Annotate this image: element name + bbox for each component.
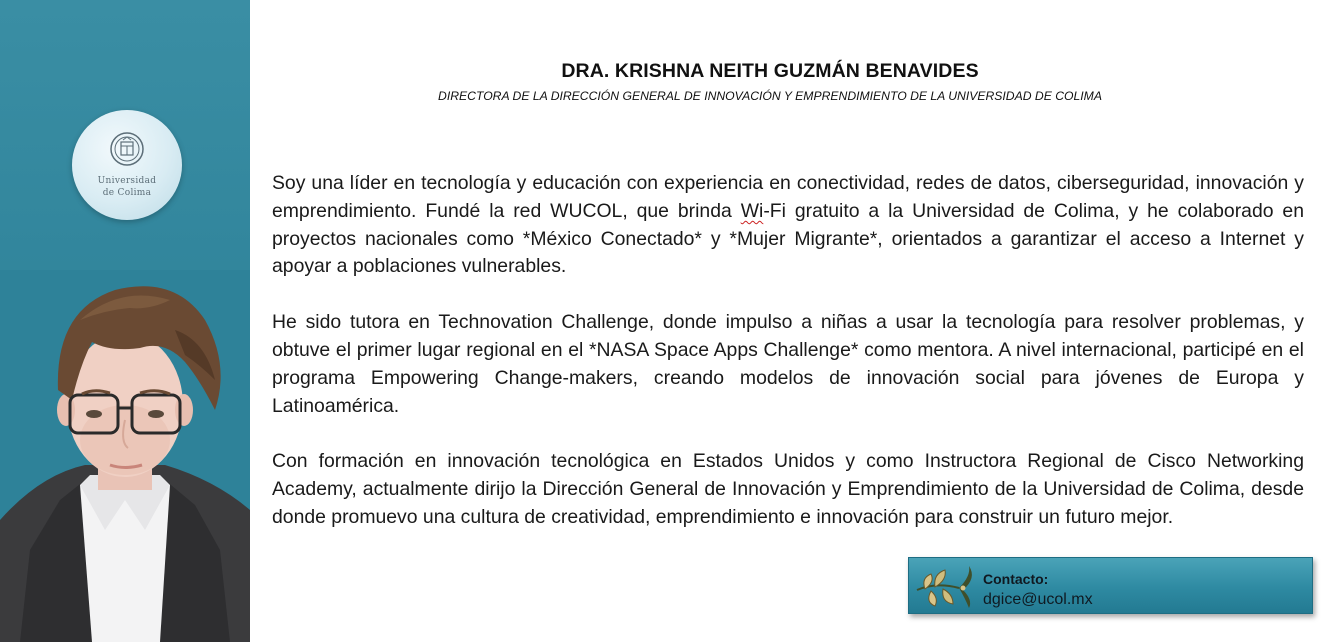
page-title: DRA. KRISHNA NEITH GUZMÁN BENAVIDES (561, 60, 979, 82)
logo-line-2: de Colima (102, 188, 152, 198)
university-logo (72, 110, 182, 220)
page-subtitle: DIRECTORA DE LA DIRECCIÓN GENERAL DE INNOVACIÓN Y EMPRENDIMIENTO DE LA UNIVERSIDAD DE COLIMA (438, 89, 1102, 103)
bio-paragraph-3: Con formación en innovación tecnológica en Estados Unidos y como Instructora Regional de Cisco Networking Academy, actualmente dirijo la Dirección General de Innovación y Emprendimiento de la Universidad de Colima, desde donde promuevo una cultura de creatividad, emprendimiento e innovación para construir un futuro mejor. (272, 450, 1304, 528)
university-crest-icon (109, 131, 145, 167)
bio-paragraph-1: Soy una líder en tecnología y educación con experiencia en conectividad, redes de datos, ciberseguridad, innovación y emprendimiento. Fundé la red WUCOL, que brinda Wi-Fi gratuito a la Universidad de Colima, y he colaborado en proyectos nacionales como *México Conectado* y *Mujer Migrante*, orientados a garantizar el acceso a Internet y apoyar a poblaciones vulnerables. (272, 172, 1304, 278)
leaf-branch-icon (911, 562, 977, 610)
sidebar-panel (0, 0, 250, 642)
contact-email-link[interactable]: dgice@ucol.mx (983, 591, 1093, 608)
bio-paragraph-2: He sido tutora en Technovation Challenge, donde impulso a niñas a usar la tecnología para resolver problemas, y obtuve el primer lugar regional en el *NASA Space Apps Challenge* como mentora. A nivel internacional, participé en el programa Empowering Change-makers, creando modelos de innovación social para jóvenes de Europa y Latinoamérica. (272, 311, 1304, 417)
biography (272, 170, 1304, 560)
contact-box (908, 557, 1313, 614)
spellcheck-flagged-word: Wi (740, 199, 764, 222)
contact-label: Contacto: (983, 571, 1049, 587)
logo-line-1: Universidad (97, 176, 157, 186)
portrait-photo (0, 270, 250, 642)
